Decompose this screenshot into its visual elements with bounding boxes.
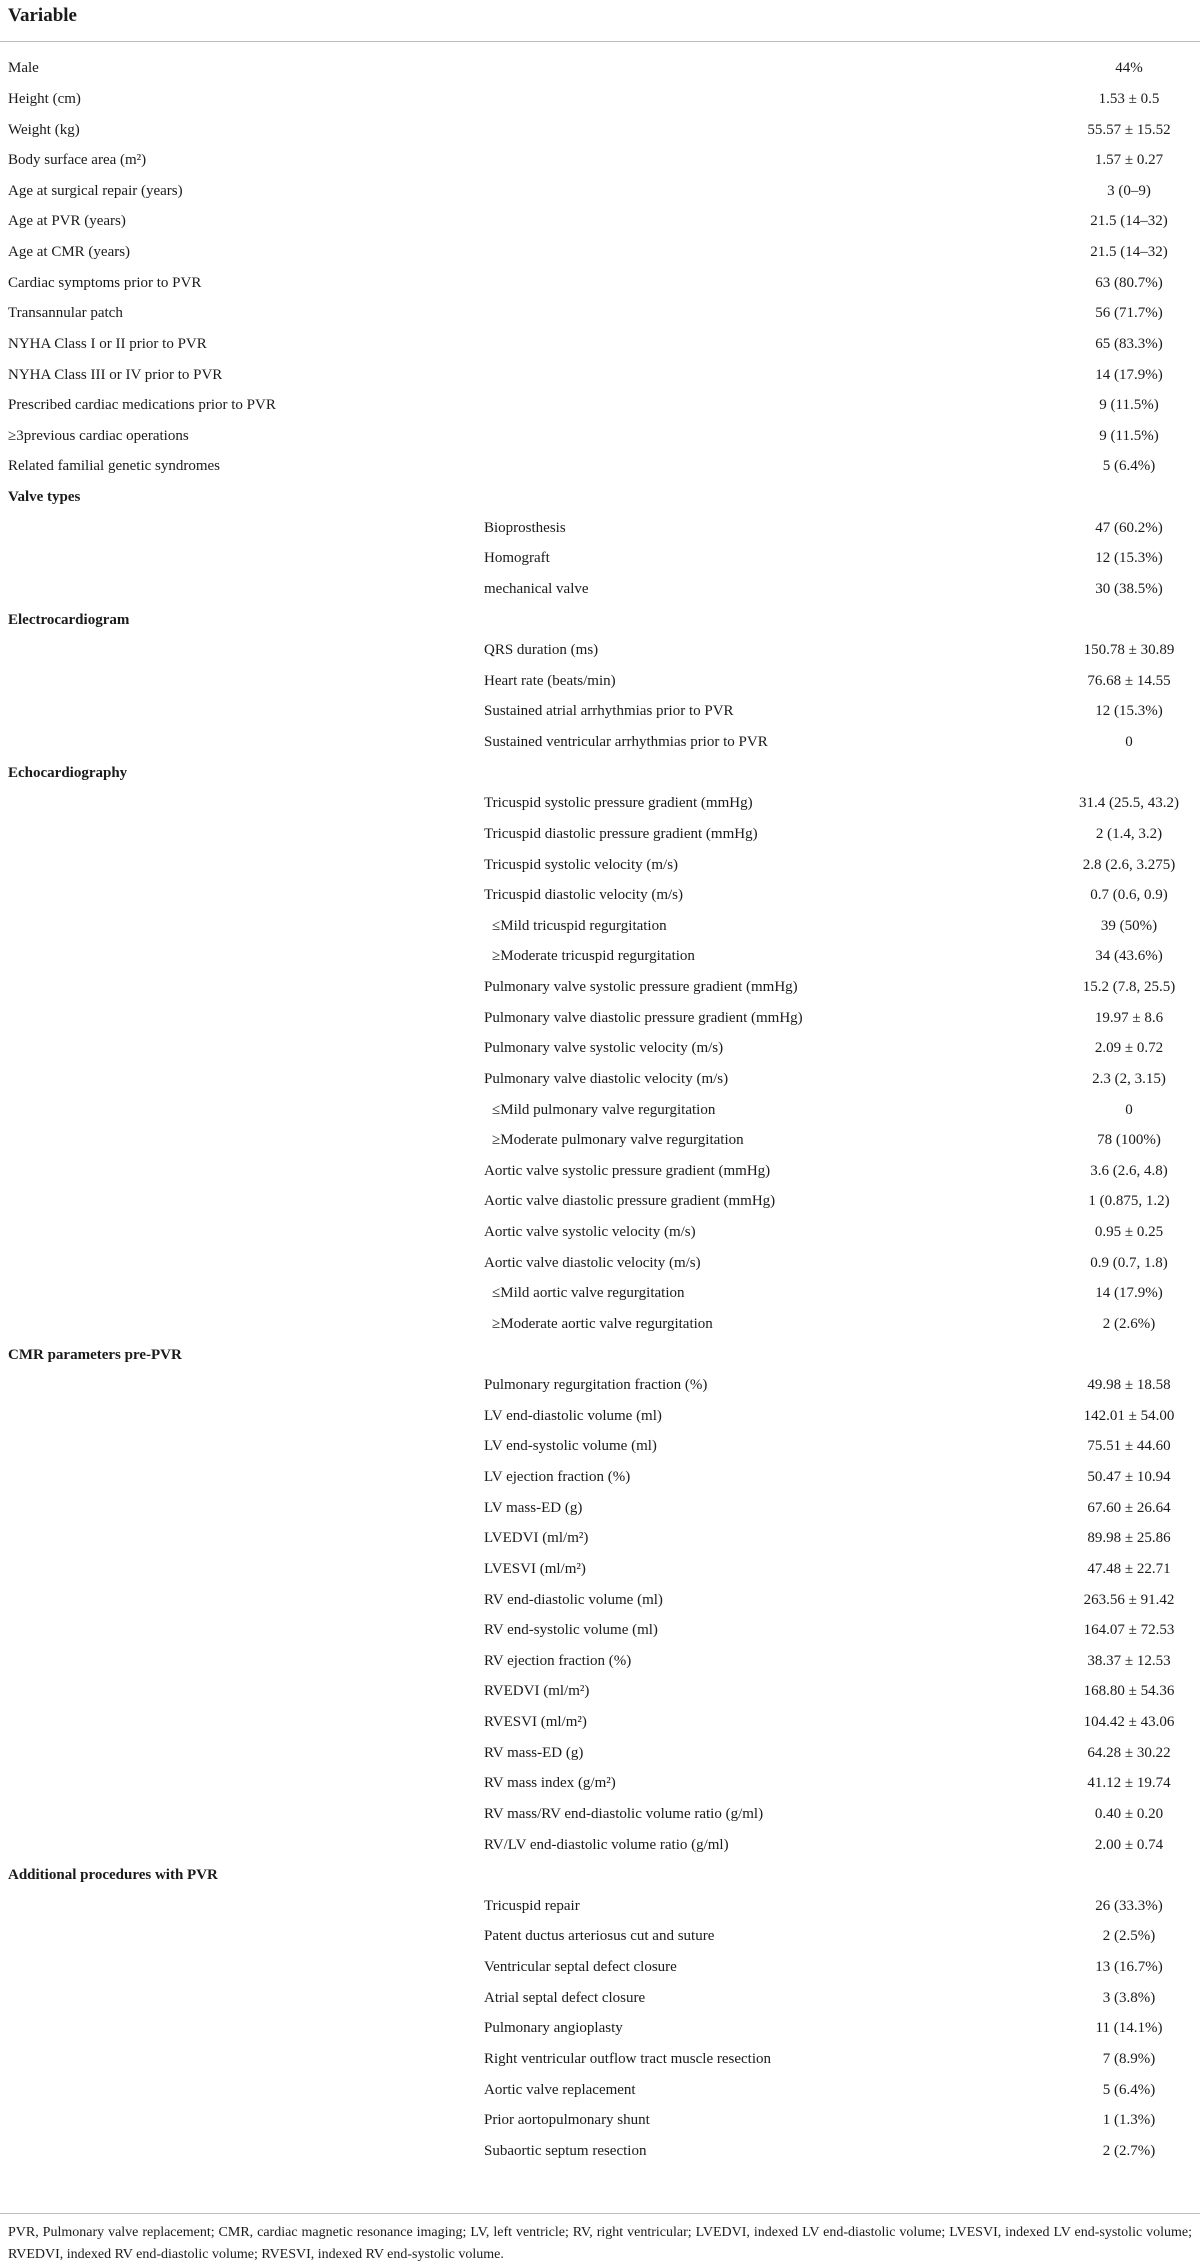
indent-spacer xyxy=(0,1002,478,1033)
subvariable-value: 41.12 ± 19.74 xyxy=(1087,1775,1171,1792)
subvariable-label: Bioprosthesis xyxy=(484,519,566,536)
table-row xyxy=(0,911,1200,942)
variable-value: 63 (80.7%) xyxy=(1095,274,1163,291)
indent-spacer xyxy=(0,1829,478,1860)
subvariable-value: 2.3 (2, 3.15) xyxy=(1092,1070,1166,1087)
subvariable-label: ≥Moderate aortic valve regurgitation xyxy=(492,1315,713,1332)
subvariable-value: 0.95 ± 0.25 xyxy=(1094,1224,1164,1241)
subvariable-value: 47 (60.2%) xyxy=(1095,519,1163,536)
subvariable-value: 47.48 ± 22.71 xyxy=(1087,1560,1171,1577)
variable-column-header: Variable xyxy=(8,5,77,26)
indent-spacer xyxy=(0,1891,478,1922)
table-row xyxy=(0,1064,1200,1095)
table-row xyxy=(0,2044,1200,2075)
indent-spacer xyxy=(0,1278,478,1309)
subvariable-value: 2 (1.4, 3.2) xyxy=(1095,825,1163,842)
table-row xyxy=(0,1921,1200,1952)
indent-spacer xyxy=(0,1921,478,1952)
subvariable-value: 89.98 ± 25.86 xyxy=(1087,1530,1171,1547)
table-row xyxy=(0,972,1200,1003)
table-row xyxy=(0,1982,1200,2013)
variable-label: Related familial genetic syndromes xyxy=(8,458,221,475)
subvariable-label: Pulmonary valve diastolic pressure gradient (mmHg) xyxy=(484,1009,803,1026)
table-row xyxy=(0,1033,1200,1064)
variable-value: 1.53 ± 0.5 xyxy=(1098,90,1160,107)
indent-spacer xyxy=(0,788,478,819)
subvariable-label: QRS duration (ms) xyxy=(484,642,599,659)
subvariable-value: 31.4 (25.5, 43.2) xyxy=(1079,795,1180,812)
indent-spacer xyxy=(0,1676,478,1707)
table-row xyxy=(0,1891,1200,1922)
variable-label: Height (cm) xyxy=(8,90,81,107)
subvariable-label: Pulmonary regurgitation fraction (%) xyxy=(484,1377,708,1394)
subvariable-label: Pulmonary valve diastolic velocity (m/s) xyxy=(484,1070,729,1087)
indent-spacer xyxy=(0,512,478,543)
indent-spacer xyxy=(0,1094,478,1125)
table-row xyxy=(0,2074,1200,2105)
subvariable-value: 150.78 ± 30.89 xyxy=(1083,642,1175,659)
subvariable-label: Sustained ventricular arrhythmias prior to PVR xyxy=(484,734,768,751)
variable-label: NYHA Class III or IV prior to PVR xyxy=(8,366,223,383)
variable-label: Age at PVR (years) xyxy=(8,213,126,230)
section-header-row xyxy=(0,757,1200,788)
variable-value: 21.5 (14–32) xyxy=(1090,213,1168,230)
subvariable-value: 0 xyxy=(1125,734,1133,751)
indent-spacer xyxy=(0,1462,478,1493)
indent-spacer xyxy=(0,1033,478,1064)
variable-label: ≥3previous cardiac operations xyxy=(8,427,189,444)
subvariable-label: Prior aortopulmonary shunt xyxy=(484,2112,650,2129)
table-row xyxy=(0,267,1200,298)
table-row xyxy=(0,1431,1200,1462)
variable-label: Body surface area (m²) xyxy=(8,152,147,169)
subvariable-label: Pulmonary angioplasty xyxy=(484,2020,623,2037)
subvariable-value: 2.00 ± 0.74 xyxy=(1094,1836,1164,1853)
table-row xyxy=(0,114,1200,145)
footnote: PVR, Pulmonary valve replacement; CMR, cardiac magnetic resonance imaging; LV, left ventricle; RV, right ventricular; LVEDVI, indexed LV end-diastolic volume; LVESVI, indexed LV end-systolic volume; RVEDVI, indexed RV end-diastolic volume; RVESVI, indexed RV end-systolic volume. xyxy=(8,2225,1192,2262)
section-header-row xyxy=(0,604,1200,635)
section-title: Echocardiography xyxy=(8,764,128,781)
subvariable-value: 14 (17.9%) xyxy=(1095,1285,1163,1302)
table-row xyxy=(0,206,1200,237)
subvariable-label: Aortic valve diastolic velocity (m/s) xyxy=(484,1254,701,1271)
subvariable-value: 0.40 ± 0.20 xyxy=(1094,1805,1164,1822)
variable-label: Cardiac symptoms prior to PVR xyxy=(8,274,202,291)
subvariable-value: 50.47 ± 10.94 xyxy=(1087,1469,1171,1486)
table-row xyxy=(0,1523,1200,1554)
indent-spacer xyxy=(0,972,478,1003)
subvariable-label: Tricuspid repair xyxy=(484,1897,580,1914)
table-row xyxy=(0,1217,1200,1248)
subvariable-label: Aortic valve diastolic pressure gradient (mmHg) xyxy=(484,1193,776,1210)
variable-value: 44% xyxy=(1115,60,1143,77)
table-row xyxy=(0,1676,1200,1707)
variable-value: 14 (17.9%) xyxy=(1095,366,1163,383)
table-row xyxy=(0,696,1200,727)
subvariable-label: LV end-systolic volume (ml) xyxy=(484,1438,657,1455)
table-row xyxy=(0,849,1200,880)
subvariable-label: RV end-diastolic volume (ml) xyxy=(484,1591,663,1608)
subvariable-value: 168.80 ± 54.36 xyxy=(1083,1683,1175,1700)
subvariable-label: Tricuspid systolic velocity (m/s) xyxy=(484,856,679,873)
indent-spacer xyxy=(0,1401,478,1432)
subvariable-value: 34 (43.6%) xyxy=(1095,948,1163,965)
indent-spacer xyxy=(0,666,478,697)
table-footer xyxy=(0,2213,1200,2266)
table-row xyxy=(0,1309,1200,1340)
section-header-row xyxy=(0,1339,1200,1370)
section-title: Additional procedures with PVR xyxy=(8,1867,218,1884)
indent-spacer xyxy=(0,635,478,666)
table-row xyxy=(0,788,1200,819)
variable-label: Male xyxy=(8,60,39,77)
indent-spacer xyxy=(0,1186,478,1217)
subvariable-value: 3.6 (2.6, 4.8) xyxy=(1090,1162,1168,1179)
subvariable-label: mechanical valve xyxy=(484,580,589,597)
subvariable-value: 2.09 ± 0.72 xyxy=(1094,1040,1164,1057)
table-row xyxy=(0,1492,1200,1523)
subvariable-value: 142.01 ± 54.00 xyxy=(1083,1407,1175,1424)
subvariable-value: 49.98 ± 18.58 xyxy=(1087,1377,1171,1394)
variable-label: Age at CMR (years) xyxy=(8,244,131,261)
table-row xyxy=(0,1002,1200,1033)
variable-value: 9 (11.5%) xyxy=(1099,397,1159,414)
subvariable-label: RV mass index (g/m²) xyxy=(484,1775,616,1792)
subvariable-label: Aortic valve replacement xyxy=(484,2081,636,2098)
table-row xyxy=(0,1370,1200,1401)
subvariable-value: 3 (3.8%) xyxy=(1102,1989,1156,2006)
indent-spacer xyxy=(0,2074,478,2105)
variable-value: 65 (83.3%) xyxy=(1095,335,1163,352)
subvariable-label: Subaortic septum resection xyxy=(484,2142,647,2159)
subvariable-label: ≤Mild pulmonary valve regurgitation xyxy=(492,1101,716,1118)
subvariable-label: RVEDVI (ml/m²) xyxy=(484,1683,590,1700)
table-row xyxy=(0,1952,1200,1983)
subvariable-value: 104.42 ± 43.06 xyxy=(1083,1714,1175,1731)
indent-spacer xyxy=(0,1309,478,1340)
subvariable-label: RV mass-ED (g) xyxy=(484,1744,584,1761)
variable-value: 1.57 ± 0.27 xyxy=(1094,152,1164,169)
indent-spacer xyxy=(0,880,478,911)
table-row xyxy=(0,1646,1200,1677)
subvariable-value: 38.37 ± 12.53 xyxy=(1087,1652,1171,1669)
table-row xyxy=(0,1707,1200,1738)
subvariable-value: 39 (50%) xyxy=(1100,917,1158,934)
subvariable-value: 5 (6.4%) xyxy=(1102,2081,1156,2098)
indent-spacer xyxy=(0,849,478,880)
subvariable-label: Aortic valve systolic velocity (m/s) xyxy=(484,1224,696,1241)
subvariable-value: 7 (8.9%) xyxy=(1102,2050,1156,2067)
subvariable-label: Right ventricular outflow tract muscle resection xyxy=(484,2050,771,2067)
subvariable-label: Patent ductus arteriosus cut and suture xyxy=(484,1928,715,1945)
section-header-row xyxy=(0,1860,1200,1891)
subvariable-label: RV ejection fraction (%) xyxy=(484,1652,632,1669)
subvariable-label: LVEDVI (ml/m²) xyxy=(484,1530,589,1547)
indent-spacer xyxy=(0,2105,478,2136)
subvariable-value: 11 (14.1%) xyxy=(1095,2020,1163,2037)
table-row xyxy=(0,1094,1200,1125)
subvariable-label: LVESVI (ml/m²) xyxy=(484,1560,586,1577)
section-header-row xyxy=(0,482,1200,513)
subvariable-value: 19.97 ± 8.6 xyxy=(1094,1009,1164,1026)
table-row xyxy=(0,1768,1200,1799)
subvariable-value: 263.56 ± 91.42 xyxy=(1083,1591,1175,1608)
indent-spacer xyxy=(0,819,478,850)
indent-spacer xyxy=(0,1431,478,1462)
subvariable-label: LV mass-ED (g) xyxy=(484,1499,583,1516)
table-row xyxy=(0,1401,1200,1432)
table-row xyxy=(0,543,1200,574)
subvariable-label: ≤Mild tricuspid regurgitation xyxy=(492,917,667,934)
table-row xyxy=(0,727,1200,758)
subvariable-label: Pulmonary valve systolic velocity (m/s) xyxy=(484,1040,724,1057)
table-row xyxy=(0,329,1200,360)
subvariable-label: Heart rate (beats/min) xyxy=(484,672,616,689)
indent-spacer xyxy=(0,1952,478,1983)
variable-value: 55.57 ± 15.52 xyxy=(1087,121,1171,138)
table-row xyxy=(0,145,1200,176)
variable-label: Age at surgical repair (years) xyxy=(8,182,183,199)
indent-spacer xyxy=(0,1247,478,1278)
subvariable-value: 164.07 ± 72.53 xyxy=(1083,1622,1175,1639)
variable-value: 21.5 (14–32) xyxy=(1090,244,1168,261)
subvariable-value: 78 (100%) xyxy=(1097,1132,1161,1149)
subvariable-value: 1 (1.3%) xyxy=(1102,2112,1156,2129)
table-row xyxy=(0,635,1200,666)
variable-value: 5 (6.4%) xyxy=(1102,458,1156,475)
table-row xyxy=(0,880,1200,911)
table-row xyxy=(0,421,1200,452)
table-row xyxy=(0,2136,1200,2167)
subvariable-label: Pulmonary valve systolic pressure gradient (mmHg) xyxy=(484,979,798,996)
table-row xyxy=(0,666,1200,697)
indent-spacer xyxy=(0,1799,478,1830)
subvariable-value: 2 (2.7%) xyxy=(1102,2142,1156,2159)
table-row xyxy=(0,1615,1200,1646)
subvariable-label: Aortic valve systolic pressure gradient (mmHg) xyxy=(484,1162,771,1179)
subvariable-label: LV ejection fraction (%) xyxy=(484,1469,631,1486)
indent-spacer xyxy=(0,727,478,758)
indent-spacer xyxy=(0,696,478,727)
subvariable-value: 67.60 ± 26.64 xyxy=(1087,1499,1171,1516)
subvariable-value: 0.7 (0.6, 0.9) xyxy=(1090,887,1168,904)
variable-label: NYHA Class I or II prior to PVR xyxy=(8,335,207,352)
table-row xyxy=(0,1156,1200,1187)
subvariable-label: RVESVI (ml/m²) xyxy=(484,1714,587,1731)
subvariable-value: 76.68 ± 14.55 xyxy=(1087,672,1171,689)
subvariable-label: ≤Mild aortic valve regurgitation xyxy=(492,1285,685,1302)
variable-label: Weight (kg) xyxy=(8,121,80,138)
table-row xyxy=(0,1584,1200,1615)
table-header xyxy=(0,0,1200,42)
subvariable-value: 2 (2.5%) xyxy=(1102,1928,1156,1945)
indent-spacer xyxy=(0,2044,478,2075)
subvariable-value: 75.51 ± 44.60 xyxy=(1087,1438,1171,1455)
indent-spacer xyxy=(0,1217,478,1248)
table-row xyxy=(0,1737,1200,1768)
table-row xyxy=(0,84,1200,115)
indent-spacer xyxy=(0,574,478,605)
subvariable-value: 13 (16.7%) xyxy=(1095,1959,1163,1976)
table-row xyxy=(0,1125,1200,1156)
subvariable-label: Ventricular septal defect closure xyxy=(484,1959,677,1976)
subvariable-label: RV end-systolic volume (ml) xyxy=(484,1622,658,1639)
indent-spacer xyxy=(0,1646,478,1677)
table-row xyxy=(0,298,1200,329)
indent-spacer xyxy=(0,2013,478,2044)
subvariable-value: 0.9 (0.7, 1.8) xyxy=(1090,1254,1168,1271)
indent-spacer xyxy=(0,1554,478,1585)
table-row xyxy=(0,1247,1200,1278)
variable-label: Prescribed cardiac medications prior to PVR xyxy=(8,397,276,414)
indent-spacer xyxy=(0,1156,478,1187)
indent-spacer xyxy=(0,1982,478,2013)
indent-spacer xyxy=(0,2136,478,2167)
characteristics-table xyxy=(0,53,1200,2166)
subvariable-label: LV end-diastolic volume (ml) xyxy=(484,1407,662,1424)
table-row xyxy=(0,1799,1200,1830)
subvariable-value: 2.8 (2.6, 3.275) xyxy=(1082,856,1176,873)
subvariable-label: Homograft xyxy=(484,550,550,567)
subvariable-label: RV/LV end-diastolic volume ratio (g/ml) xyxy=(484,1836,729,1853)
table-row xyxy=(0,1186,1200,1217)
subvariable-value: 1 (0.875, 1.2) xyxy=(1088,1193,1170,1210)
section-title: Valve types xyxy=(8,489,81,506)
indent-spacer xyxy=(0,1370,478,1401)
indent-spacer xyxy=(0,543,478,574)
section-title: Electrocardiogram xyxy=(8,611,130,628)
table-row xyxy=(0,2013,1200,2044)
indent-spacer xyxy=(0,1584,478,1615)
subvariable-label: ≥Moderate tricuspid regurgitation xyxy=(492,948,695,965)
subvariable-value: 12 (15.3%) xyxy=(1095,550,1163,567)
indent-spacer xyxy=(0,1492,478,1523)
table-row xyxy=(0,941,1200,972)
subvariable-label: ≥Moderate pulmonary valve regurgitation xyxy=(492,1132,744,1149)
table-body xyxy=(0,53,1200,2166)
indent-spacer xyxy=(0,1064,478,1095)
table-row xyxy=(0,2105,1200,2136)
table-row xyxy=(0,237,1200,268)
indent-spacer xyxy=(0,1523,478,1554)
section-title: CMR parameters pre-PVR xyxy=(8,1346,182,1363)
subvariable-value: 64.28 ± 30.22 xyxy=(1087,1744,1171,1761)
variable-value: 3 (0–9) xyxy=(1107,182,1151,199)
subvariable-value: 0 xyxy=(1125,1101,1133,1118)
subvariable-value: 2 (2.6%) xyxy=(1102,1315,1156,1332)
subvariable-label: Tricuspid diastolic pressure gradient (mmHg) xyxy=(484,825,758,842)
variable-value: 9 (11.5%) xyxy=(1099,427,1159,444)
indent-spacer xyxy=(0,941,478,972)
subvariable-value: 12 (15.3%) xyxy=(1095,703,1163,720)
subvariable-value: 26 (33.3%) xyxy=(1095,1897,1163,1914)
subvariable-value: 15.2 (7.8, 25.5) xyxy=(1082,979,1176,996)
table-row xyxy=(0,451,1200,482)
indent-spacer xyxy=(0,1125,478,1156)
table-row xyxy=(0,1278,1200,1309)
variable-label: Transannular patch xyxy=(8,305,123,322)
table-row xyxy=(0,1829,1200,1860)
table-row xyxy=(0,512,1200,543)
indent-spacer xyxy=(0,1615,478,1646)
variable-value: 56 (71.7%) xyxy=(1095,305,1163,322)
indent-spacer xyxy=(0,1768,478,1799)
subvariable-label: RV mass/RV end-diastolic volume ratio (g/ml) xyxy=(484,1805,764,1822)
subvariable-label: Sustained atrial arrhythmias prior to PVR xyxy=(484,703,734,720)
indent-spacer xyxy=(0,1737,478,1768)
table-row xyxy=(0,53,1200,84)
table-row xyxy=(0,176,1200,207)
indent-spacer xyxy=(0,1707,478,1738)
table-row xyxy=(0,359,1200,390)
table-row xyxy=(0,574,1200,605)
table-row xyxy=(0,1462,1200,1493)
subvariable-value: 30 (38.5%) xyxy=(1095,580,1163,597)
indent-spacer xyxy=(0,911,478,942)
table-row xyxy=(0,1554,1200,1585)
table-row xyxy=(0,819,1200,850)
subvariable-label: Tricuspid systolic pressure gradient (mmHg) xyxy=(484,795,753,812)
table-row xyxy=(0,390,1200,421)
subvariable-label: Tricuspid diastolic velocity (m/s) xyxy=(484,887,684,904)
subvariable-label: Atrial septal defect closure xyxy=(484,1989,646,2006)
